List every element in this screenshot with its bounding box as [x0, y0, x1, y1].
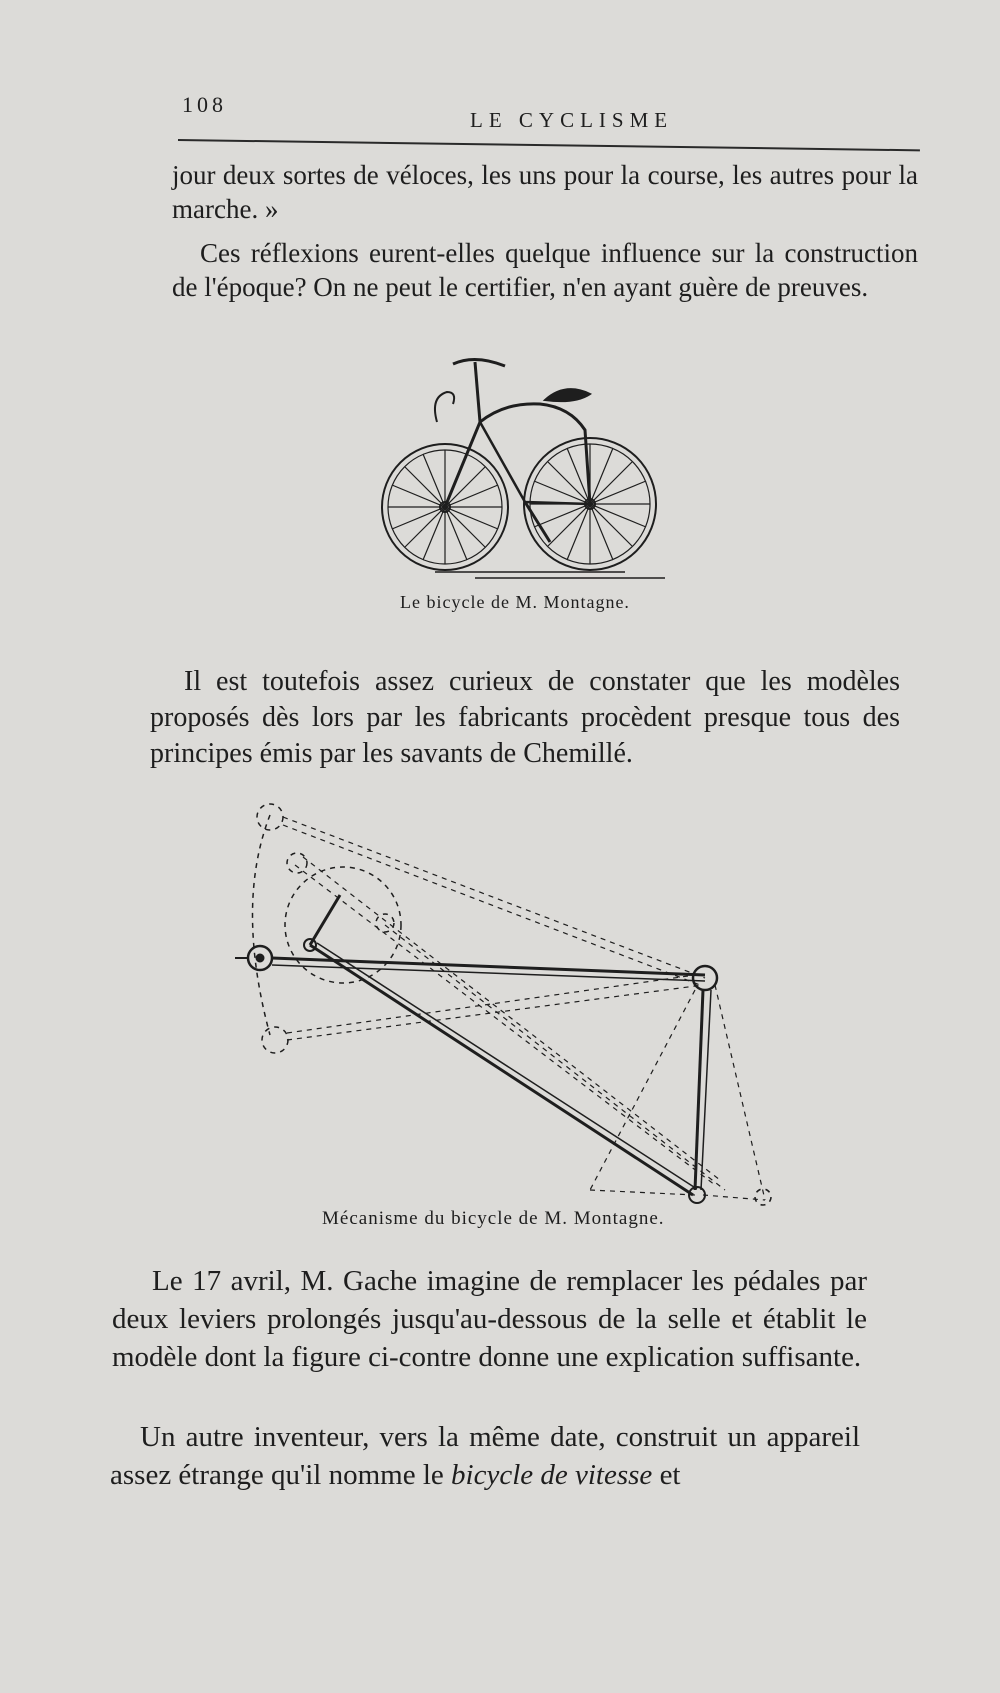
- paragraph-5: [110, 1418, 860, 1494]
- page-number: 108: [182, 92, 227, 117]
- paragraph-5-end: et: [652, 1459, 681, 1491]
- paragraph-4: Le 17 avril, M. Gache imagine de remplacer les pédales par deux leviers prolongés jusqu'au-dessous de la selle et établit le modèle dont la figure ci-contre donne une explication suffisante.: [112, 1265, 867, 1373]
- mechanism-diagram: [225, 795, 785, 1215]
- bicycle-illustration: [375, 352, 675, 592]
- paragraph-5-italic: bicycle de vitesse: [451, 1459, 653, 1491]
- figure-2-caption: Mécanisme du bicycle de M. Montagne.: [322, 1208, 665, 1229]
- paragraph-3: Il est toutefois assez curieux de constater que les modèles proposés dès lors par les fabricants procèdent presque tous des principes émis par les savants de Chemillé.: [150, 666, 900, 769]
- header-rule: [178, 139, 920, 151]
- figure-1-caption: Le bicycle de M. Montagne.: [400, 592, 630, 612]
- paragraph-1: jour deux sortes de véloces, les uns pour la course, les autres pour la marche. »: [172, 160, 918, 224]
- paragraph-2: Ces réflexions eurent-elles quelque influence sur la construction de l'époque? On ne peut le certifier, n'en ayant guère de preuves.: [172, 238, 918, 302]
- running-title: LE CYCLISME: [470, 108, 674, 132]
- paragraph-5-start: Un autre inventeur, vers la même date, construit un appareil assez étrange qu'il nomme le: [110, 1421, 860, 1491]
